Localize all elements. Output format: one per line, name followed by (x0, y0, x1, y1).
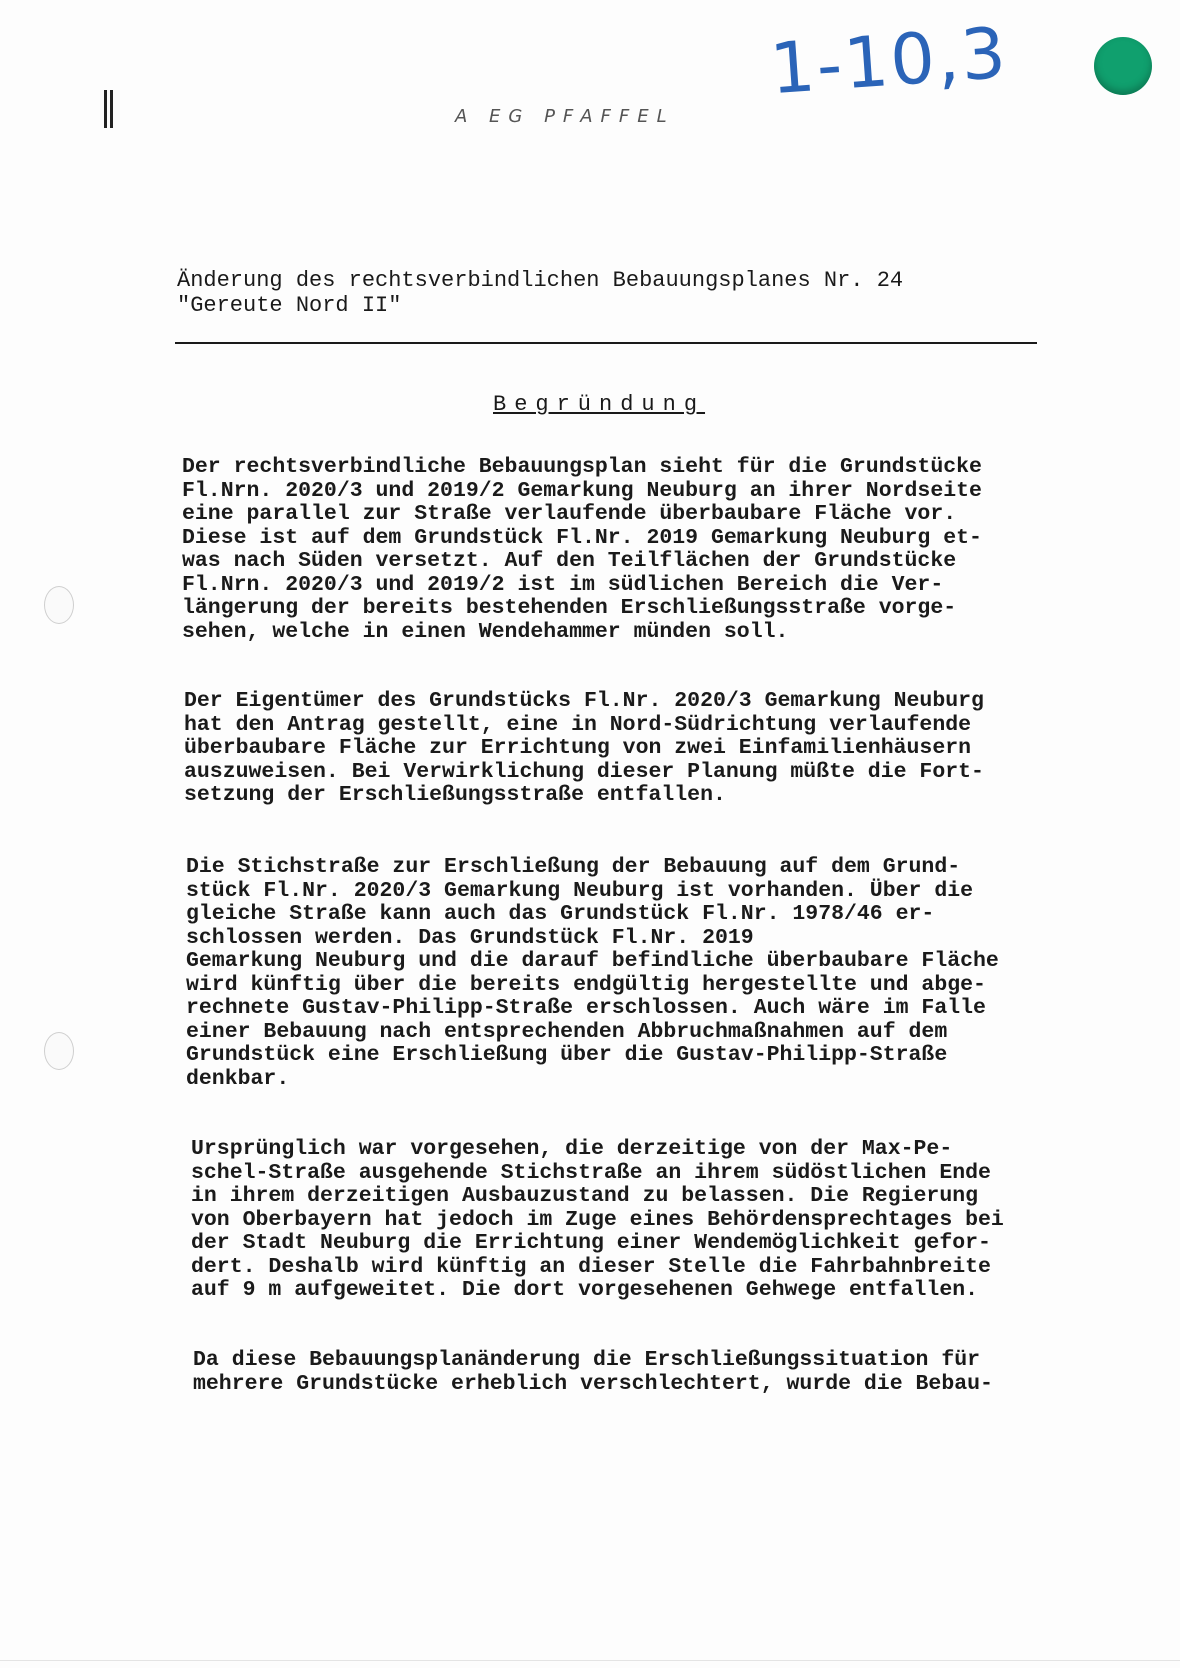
paragraph-5: Da diese Bebauungsplanänderung die Erschließungssituation für mehrere Grundstücke erheblich verschlechtert, wurde die Bebau- (193, 1348, 993, 1396)
punch-hole-icon (44, 586, 74, 624)
title-line-2: "Gereute Nord II" (177, 293, 402, 318)
document-title (177, 268, 903, 318)
section-heading: Begründung (493, 392, 706, 417)
paragraph-1: Der rechtsverbindliche Bebauungsplan sieht für die Grundstücke Fl.Nrn. 2020/3 und 2019/2 Gemarkung Neuburg an ihrer Nordseite eine parallel zur Straße verlaufende überbaubare Fläche vor. Diese ist auf dem Grundstück Fl.Nr. 2019 Gemarkung Neuburg et- was nach Süden versetzt. Auf den Teilflächen der Grundstücke Fl.Nrn. 2020/3 und 2019/2 ist im südlichen Bereich die Ver- längerung der bereits bestehenden Erschließungsstraße vorge- sehen, welche in einen Wendehammer münden soll. (182, 455, 982, 644)
title-line-1: Änderung des rechtsverbindlichen Bebauungsplanes Nr. 24 (177, 268, 904, 293)
paragraph-4: Ursprünglich war vorgesehen, die derzeitige von der Max-Pe- schel-Straße ausgehende Stichstraße an ihrem südöstlichen Ende in ihrem derzeitigen Ausbauzustand zu belassen. Die Regierung von Oberbayern hat jedoch im Zuge eines Behördensprechtages bei der Stadt Neuburg die Errichtung einer Wendemöglichkeit gefor- dert. Deshalb wird künftig an dieser Stelle die Fahrbahnbreite auf 9 m aufgeweitet. Die dort vorgesehenen Gehwege entfallen. (191, 1137, 1004, 1302)
green-marker-dot-icon (1094, 37, 1152, 95)
paragraph-2: Der Eigentümer des Grundstücks Fl.Nr. 2020/3 Gemarkung Neuburg hat den Antrag gestellt, eine in Nord-Südrichtung verlaufende überbaubare Fläche zur Errichtung von zwei Einfamilienhäusern auszuweisen. Bei Verwirklichung dieser Planung müßte die Fort- setzung der Erschließungsstraße entfallen. (184, 689, 984, 807)
handwritten-reference: 1-10,3 (767, 11, 1011, 111)
page-edge-line (0, 1660, 1180, 1661)
punch-hole-icon (44, 1032, 74, 1070)
staple-mark (104, 90, 116, 130)
paragraph-3: Die Stichstraße zur Erschließung der Bebauung auf dem Grund- stück Fl.Nr. 2020/3 Gemarkung Neuburg ist vorhanden. Über die gleiche Straße kann auch das Grundstück Fl.Nr. 1978/46 er- schlossen werden. Das Grundstück Fl.Nr. 2019 Gemarkung Neuburg und die darauf befindliche überbaubare Fläche wird künftig über die bereits endgültig hergestellte und abge- rechnete Gustav-Philipp-Straße erschlossen. Auch wäre im Falle einer Bebauung nach entsprechenden Abbruchmaßnahmen auf dem Grundstück eine Erschließung über die Gustav-Philipp-Straße denkbar. (186, 855, 999, 1091)
title-underline-rule (175, 342, 1037, 344)
handwritten-note: A EG PFAFFEL (455, 106, 675, 127)
